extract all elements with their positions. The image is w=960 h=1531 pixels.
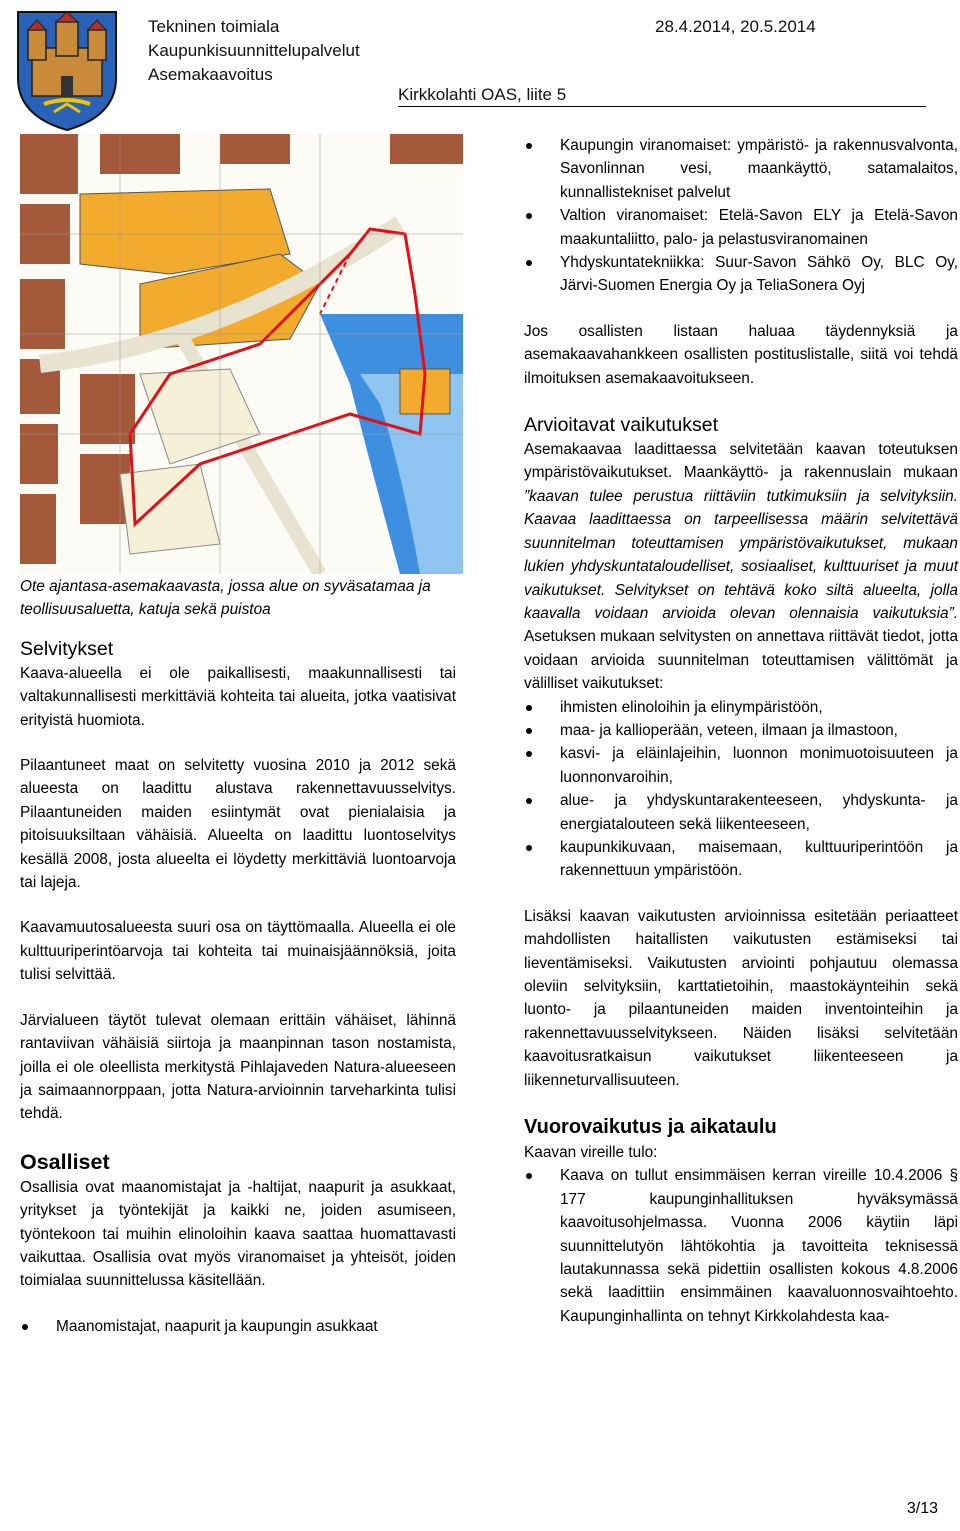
heading-selvitykset: Selvitykset	[20, 637, 114, 660]
paragraph-lisaksi: Lisäksi kaavan vaikutusten arvioinnissa esitetään periaatteet mahdollisten haitallisten vaikutusten estämiseksi tai lieventämiseksi. Vaikutusten arviointi pohjautuu olemassa oleviin selvityksiin, karttatietoihin, maastokäynteihin sekä luonto- ja pilaantuneiden maiden inventointeihin ja rakennettavuusselvitykseen. Näiden lisäksi selvitetään kaavoitusratkaisun vaikutukset liikenteeseen ja liikenneturvallisuuteen.	[524, 907, 958, 1089]
paragraph-osalliset-lista: Jos osallisten listaan haluaa täydennyksiä ja asemakaavahankkeen osallisten postituslistalle, siitä voi tehdä ilmoituksen asemakaavoitukseen.	[524, 322, 958, 387]
list-osalliset	[20, 1315, 456, 1338]
list-item: Valtion viranomaiset: Etelä-Savon ELY ja Etelä-Savon maakuntaliitto, palo- ja pelastusviranomainen	[524, 204, 958, 251]
page-number: 3/13	[906, 1500, 938, 1517]
list-item: kaupunkikuvaan, maisemaan, kulttuuriperintöön ja rakennettuun ympäristöön.	[524, 836, 958, 883]
paragraph-vaikutukset	[524, 438, 958, 695]
vaikutukset-quote: ”kaavan tulee perustua riittäviin tutkimuksiin ja selvityksiin. Kaavaa laadittaessa on tarpeellisessa määrin selvitettävä suunnitelman toteuttamisen ympäristövaikutukset, mukaan lukien yhdyskuntataloudelliset, sosiaaliset, kulttuuriset ja muut vaikutukset. Selvitykset on tehtävä koko siltä alueelta, jolla kaavalla voidaan arvioida olevan olennaisia vaikutuksia”.	[524, 487, 958, 622]
list-vaikutukset	[524, 696, 958, 883]
vaikutukset-asetus: Asetuksen mukaan selvitysten on annettava riittävät tiedot, jotta voidaan arvioida suunnitelman toteuttamisen välittömät ja välilliset vaikutukset:	[524, 628, 958, 693]
list-item: Kaava on tullut ensimmäisen kerran vireille 10.4.2006 § 177 kaupunginhallituksen hyväksymässä kaavoitusohjelmassa. Vuonna 2006 käytiin läpi suunnittelutyön lähtökohtia ja tavoitteita teknisessä lautakunnassa sekä pidettiin osallisten kokous 4.8.2006 sekä laadittiin ensimmäinen kaavaluonnosvaihtoehto. Kaupunginhallinta on tehnyt Kirkkolahdesta kaa-	[524, 1164, 958, 1328]
list-authorities	[524, 134, 958, 298]
list-item: maa- ja kallioperään, veteen, ilmaan ja ilmastoon,	[524, 719, 958, 742]
paragraph-selvitykset-4: Järvialueen täytöt tulevat olemaan erittäin vähäiset, lähinnä rantaviivan vähäisiä siirtoja ja maanpinnan tason nostamista, joilla ei ole oleellista merkitystä Pihlajaveden Natura-alueeseen ja saimaannorppaan, jotta Natura-arvioinnin tarveharkinta tulisi tehdä.	[20, 1011, 456, 1123]
zoning-map-excerpt	[20, 134, 463, 574]
map-caption: Ote ajantasa-asemakaavasta, jossa alue on syväsatamaa ja teollisuusaluetta, katuja sekä puistoa	[20, 578, 431, 619]
paragraph-selvitykset-1: Kaava-alueella ei ole paikallisesti, maakunnallisesti tai valtakunnallisesti merkittäviä kohteita tai alueita, jotka vaatisivat erityistä huomiota.	[20, 664, 456, 729]
vaikutukset-intro: Asemakaavaa laadittaessa selvitetään kaavan toteutuksen ympäristövaikutukset. Maankäyttö- ja rakennuslain mukaan	[524, 441, 958, 482]
paragraph-vireille: Kaavan vireille tulo:	[524, 1144, 658, 1162]
city-crest-icon	[14, 8, 120, 132]
list-item: ihmisten elinoloihin ja elinympäristöön,	[524, 696, 958, 719]
left-column	[20, 575, 456, 1338]
header-department: Tekninen toimiala	[148, 17, 280, 36]
list-item: kasvi- ja eläinlajeihin, luonnon monimuotoisuuteen ja luonnonvaroihin,	[524, 742, 958, 789]
heading-vuorovaikutus: Vuorovaikutus ja aikataulu	[524, 1116, 777, 1139]
paragraph-selvitykset-2: Pilaantuneet maat on selvitetty vuosina 2010 ja 2012 sekä alueesta on laadittu alustava rakennettavuusselvitys. Pilaantuneiden maiden esiintymät ovat pienialaisia ja pitoisuuksiltaan vähäisiä. Alueelta on laadittu luontoselvitys kesällä 2008, josta alueelta ei löydetty merkittäviä luontoarvoja tai lajeja.	[20, 757, 456, 892]
right-column	[524, 134, 958, 1328]
header-unit: Kaupunkisuunnittelupalvelut	[148, 41, 360, 60]
paragraph-osalliset: Osallisia ovat maanomistajat ja -haltijat, naapurit ja asukkaat, yritykset ja työntekijät ja kaikki ne, joiden asumiseen, työntekoon tai muihin elinoloihin kaava saattaa huomattavasti vaikuttaa. Osallisia ovat myös viranomaiset ja yhteisöt, joiden toimialaa suunnittelussa käsitellään.	[20, 1178, 456, 1290]
paragraph-selvitykset-3: Kaavamuutosalueesta suuri osa on täyttömaalla. Alueella ei ole kulttuuriperintöarvoja tai kohteita tai muinaisjäännöksiä, joita tulisi selvittää.	[20, 919, 456, 984]
header-section: Asemakaavoitus	[148, 65, 273, 84]
list-vuorovaikutus	[524, 1164, 958, 1328]
list-item: Maanomistajat, naapurit ja kaupungin asukkaat	[20, 1315, 456, 1338]
heading-arvioitavat-vaikutukset: Arvioitavat vaikutukset	[524, 414, 719, 437]
list-item: alue- ja yhdyskuntarakenteeseen, yhdyskunta- ja energiatalouteen sekä liikenteeseen,	[524, 789, 958, 836]
header-document-title: Kirkkolahti OAS, liite 5	[398, 85, 567, 104]
heading-osalliset: Osalliset	[20, 1149, 110, 1174]
header-rule	[398, 106, 926, 107]
list-item: Kaupungin viranomaiset: ympäristö- ja rakennusvalvonta, Savonlinnan vesi, maankäyttö, satamalaitos, kunnallistekniset palvelut	[524, 134, 958, 204]
header-dates: 28.4.2014, 20.5.2014	[655, 17, 816, 36]
list-item: Yhdyskuntatekniikka: Suur-Savon Sähkö Oy, BLC Oy, Järvi-Suomen Energia Oy ja TeliaSonera Oyj	[524, 251, 958, 298]
